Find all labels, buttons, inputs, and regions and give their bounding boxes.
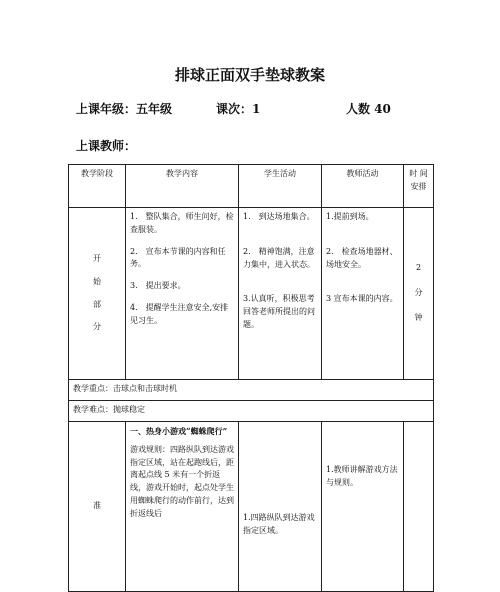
- time-start: [404, 208, 434, 380]
- stage-char: 分: [93, 322, 101, 332]
- lesson-plan-table: [68, 164, 434, 592]
- header-time-line2: 安排: [410, 181, 427, 191]
- list-item: 1.四路纵队到达游戏指定区域。: [243, 513, 315, 535]
- count-label: 人数 40: [346, 102, 391, 116]
- page-title: 排球正面双手垫球教案: [174, 66, 325, 84]
- table-row-warmup: [69, 422, 434, 592]
- game-title: 一、热身小游戏“蜘蛛爬行”: [130, 426, 228, 436]
- stage-start: [69, 208, 126, 380]
- teacher-start: [322, 208, 404, 380]
- header-time-line1: 时 间: [409, 169, 428, 178]
- teacher-warmup: [322, 422, 404, 592]
- stage-char: 部: [93, 299, 101, 309]
- list-item: 3 宣布本课的内容。: [326, 294, 398, 304]
- time-char: 分: [414, 288, 423, 298]
- content-start: [126, 208, 239, 380]
- list-item: 1. 整队集合，师生问好，检查服装。: [130, 212, 234, 234]
- key-point: 教学重点：击球点和击球时机: [69, 380, 434, 401]
- list-item: 1.提前到场。: [326, 212, 374, 221]
- table-row-start: [69, 208, 434, 380]
- time-char: 钟: [414, 312, 423, 322]
- list-item: 2. 检查场地器材、场地安全。: [326, 246, 398, 269]
- header-student: 学生活动: [239, 165, 322, 208]
- game-rules: 游戏规则：四路纵队到达游戏指定区域，站在起跑线后，距离起点线 5 米有一个折返线，游戏开始时，起点处学生用蜘蛛爬行的动作前行，达到折返线后: [130, 444, 234, 518]
- student-start: [239, 208, 322, 380]
- teacher-label: 上课教师：: [76, 139, 137, 153]
- difficulty: 教学难点：抛球稳定: [69, 401, 434, 422]
- list-item: 1. 到达场地集合。: [243, 212, 315, 221]
- list-item: 2. 精神饱满，注意力集中，进入状态。: [243, 246, 315, 269]
- list-item: 2. 宣布本节课的内容和任务。: [130, 246, 226, 269]
- list-item: 3.认真听，积极思考回答老师所提出的问题。: [243, 294, 315, 329]
- header-teacher: 教师活动: [322, 165, 404, 208]
- content-warmup: [126, 422, 239, 592]
- stage-char: 开: [93, 253, 101, 263]
- stage-char: 始: [93, 276, 101, 286]
- table-row-key-point: [69, 380, 434, 401]
- header-stage: 教学阶段: [69, 165, 126, 208]
- time-warmup: [404, 422, 434, 592]
- lesson-label: 课次：1: [216, 102, 261, 116]
- header-content: 教学内容: [126, 165, 239, 208]
- student-warmup: [239, 422, 322, 592]
- time-char: 2: [415, 263, 422, 273]
- header-row: [69, 165, 434, 208]
- list-item: 4. 提醒学生注意安全,安排见习生。: [130, 302, 229, 325]
- stage-warmup: [69, 422, 126, 592]
- table-row-difficulty: [69, 401, 434, 422]
- grade-label: 上课年级：五年级: [76, 102, 173, 116]
- header-time: [404, 165, 434, 208]
- stage-char: 准: [93, 501, 101, 511]
- list-item: 1.教师讲解游戏方法与规则。: [326, 465, 398, 487]
- list-item: 3. 提出要求。: [130, 281, 186, 291]
